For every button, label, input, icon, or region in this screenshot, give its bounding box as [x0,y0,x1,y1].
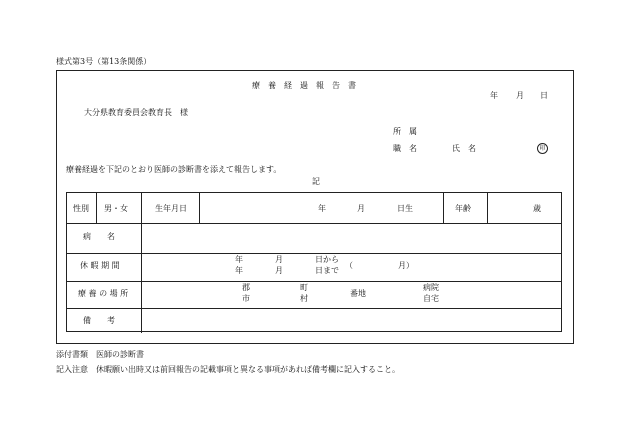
age-unit: 歳 [533,204,541,213]
date-day: 日 [540,91,548,100]
disease-label: 病 名 [83,232,115,241]
leave-paren-close: 月） [398,261,414,270]
seal-mark: 印 [537,143,548,154]
birth-day: 日生 [397,204,413,213]
leave-to-month: 月 [275,266,283,275]
birth-month: 月 [357,204,365,213]
leave-from-suffix: 日から [315,255,339,264]
birth-label: 生年月日 [155,204,187,213]
sex-options: 男・女 [104,204,128,213]
affiliation-label: 所 属 [393,127,417,136]
age-label: 年齢 [455,204,471,213]
leave-to-suffix: 日まで [315,266,339,275]
date-year: 年 [490,91,498,100]
place-mura: 村 [300,294,308,303]
ki-mark: 記 [312,177,320,186]
place-banchi: 番地 [350,289,366,298]
document-title: 療 養 経 過 報 告 書 [252,81,356,90]
place-label: 療 養 の 場 所 [78,289,129,298]
remarks-label: 備 考 [83,316,115,325]
leave-paren-open: （ [345,261,353,270]
leave-from-year: 年 [235,255,243,264]
place-hospital: 病院 [423,283,439,292]
body-text: 療養経過を下記のとおり医師の診断書を添えて報告します。 [66,165,282,174]
form-number: 様式第3号（第13条関係） [56,57,152,66]
sex-label: 性別 [73,204,89,213]
place-shi: 市 [242,294,250,303]
leave-from-month: 月 [275,255,283,264]
birth-year: 年 [318,204,326,213]
info-table [66,192,562,332]
attachment-note: 添付書類 医師の診断書 [56,350,144,359]
name-label: 氏 名 [452,144,476,153]
date-month: 月 [516,91,524,100]
leave-label: 休 暇 期 間 [80,261,120,270]
place-home: 自宅 [423,294,439,303]
place-gun: 郡 [242,283,250,292]
addressee: 大分県教育委員会教育長 様 [84,108,188,117]
leave-to-year: 年 [235,266,243,275]
place-machi: 町 [300,283,308,292]
position-label: 職 名 [393,144,417,153]
entry-notes: 記入注意 休暇願い出時又は前回報告の記載事項と異なる事項があれば備考欄に記入すること。 [56,365,400,374]
